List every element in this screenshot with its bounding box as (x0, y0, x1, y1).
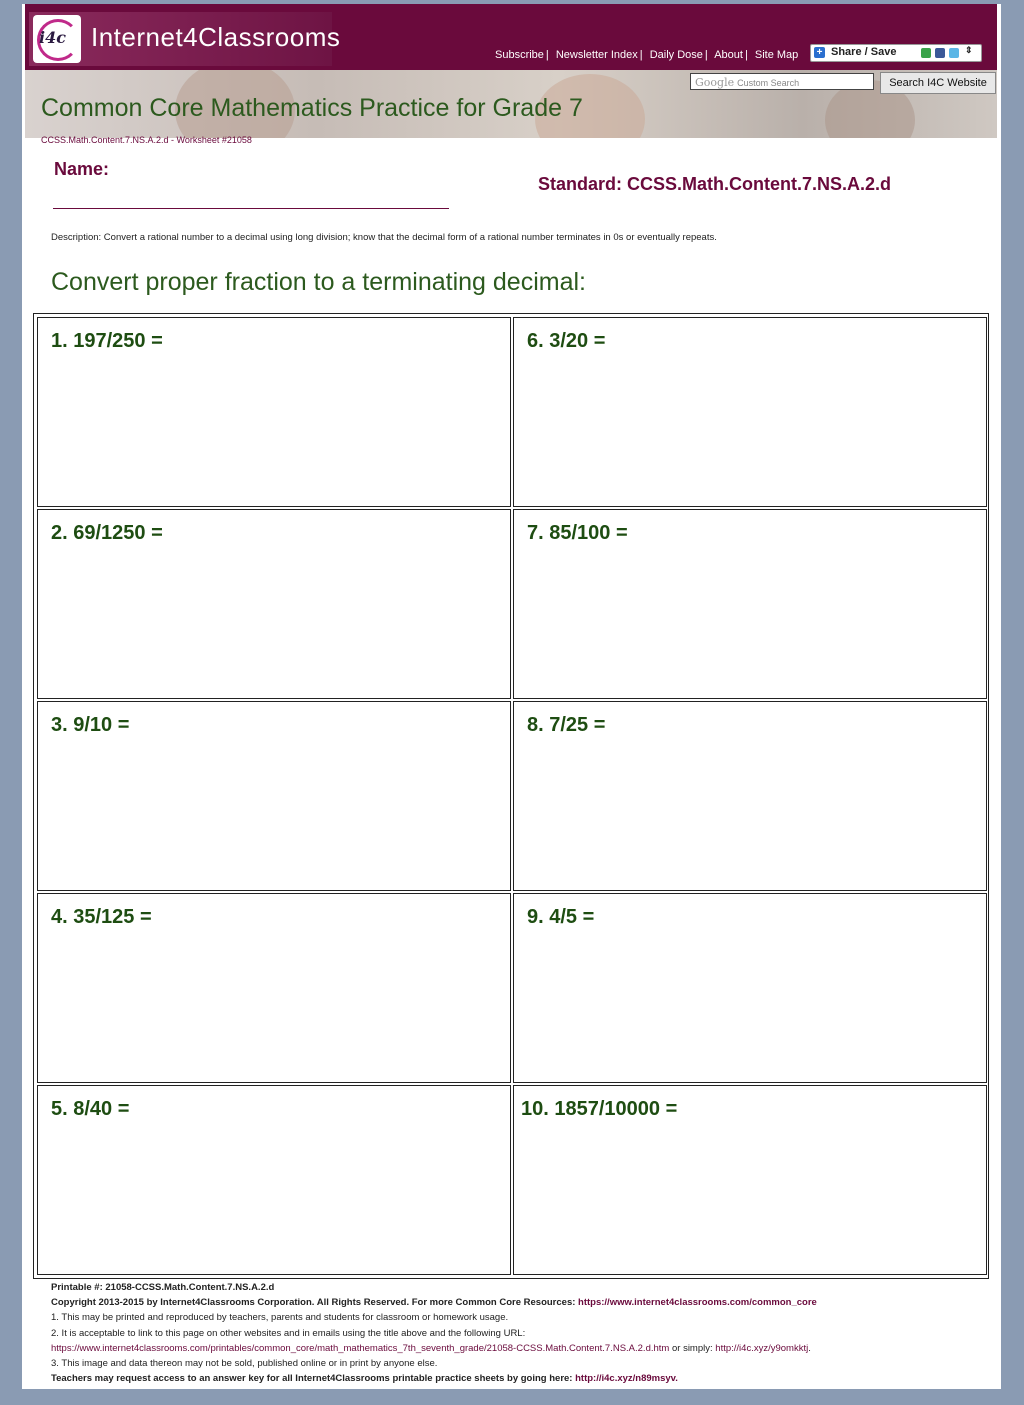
search-input[interactable]: Google Custom Search (690, 73, 874, 90)
nav-subscribe[interactable]: Subscribe (495, 49, 544, 61)
url-line: https://www.internet4classrooms.com/printables/common_core/math_mathematics_7th_seventh_grade/21058-CCSS.Math.Content.7.NS.A.2.d.htm or simply: http://i4c.xyz/y9omkktj. (51, 1342, 811, 1354)
worksheet-url-link[interactable]: https://www.internet4classrooms.com/printables/common_core/math_mathematics_7th_seventh_grade/21058-CCSS.Math.Content.7.NS.A.2.d.htm (51, 1342, 670, 1354)
google-logo: Google (695, 76, 735, 89)
name-label: Name: (54, 159, 110, 179)
worksheet-page (22, 4, 1001, 1389)
site-header (25, 4, 997, 70)
facebook-icon (935, 48, 945, 58)
breadcrumb[interactable]: CCSS.Math.Content.7.NS.A.2.d - Worksheet #21058 (41, 135, 252, 145)
nav-newsletter-index[interactable]: Newsletter Index (555, 49, 638, 61)
question-cell: 8. 7/25 = (513, 701, 987, 891)
share-icon (921, 48, 931, 58)
nav-site-map[interactable]: Site Map (754, 49, 799, 61)
question-cell: 2. 69/1250 = (37, 509, 511, 699)
description: Description: Convert a rational number to a decimal using long division; know that the decimal form of a rational number terminates in 0s or eventually repeats. (51, 232, 717, 243)
question-cell: 9. 4/5 = (513, 893, 987, 1083)
question-grid (33, 313, 989, 1279)
search-button[interactable]: Search I4C Website (880, 72, 996, 94)
instruction-heading: Convert proper fraction to a terminating decimal: (51, 268, 586, 296)
share-save-button[interactable]: + Share / Save ⇕ (810, 44, 982, 62)
page-title: Common Core Mathematics Practice for Grade 7 (41, 94, 583, 122)
usage-note-1: 1. This may be printed and reproduced by teachers, parents and students for classroom or homework usage. (51, 1312, 509, 1324)
common-core-link[interactable]: https://www.internet4classrooms.com/common_core (578, 1297, 817, 1309)
logo-badge-icon: i4c (33, 15, 81, 63)
printable-number: Printable #: 21058-CCSS.Math.Content.7.NS.A.2.d (51, 1282, 275, 1293)
standard-label: Standard: CCSS.Math.Content.7.NS.A.2.d (538, 174, 892, 194)
answer-key-link[interactable]: http://i4c.xyz/n89msyv. (575, 1373, 678, 1385)
question-cell: 5. 8/40 = (37, 1085, 511, 1275)
copyright: Copyright 2013-2015 by Internet4Classrooms Corporation. All Rights Reserved. For more Common Core Resources: https://www.internet4classrooms.com/common_core (51, 1297, 817, 1309)
nav-daily-dose[interactable]: Daily Dose (649, 49, 703, 61)
answer-key-note: Teachers may request access to an answer key for all Internet4Classrooms printable practice sheets by going here: http://i4c.xyz/n89msyv. (51, 1373, 678, 1385)
nav-about[interactable]: About (714, 49, 743, 61)
footer (51, 1280, 991, 1386)
plus-icon: + (814, 47, 825, 58)
chevron-updown-icon: ⇕ (965, 45, 973, 55)
site-logo[interactable] (29, 12, 341, 66)
logo-text: Internet4Classrooms (91, 22, 341, 52)
question-cell: 10. 1857/10000 = (513, 1085, 987, 1275)
question-cell: 6. 3/20 = (513, 317, 987, 507)
question-cell: 7. 85/100 = (513, 509, 987, 699)
top-nav: Subscribe | Newsletter Index | Daily Dose | About | Site Map (495, 49, 799, 61)
usage-note-2: 2. It is acceptable to link to this page on other websites and in emails using the title above and the following URL: (51, 1327, 526, 1339)
short-url-link[interactable]: http://i4c.xyz/y9omkktj (715, 1342, 809, 1354)
question-cell: 1. 197/250 = (37, 317, 511, 507)
usage-note-3: 3. This image and data thereon may not be sold, published online or in print by anyone else. (51, 1358, 438, 1370)
question-cell: 4. 35/125 = (37, 893, 511, 1083)
twitter-icon (949, 48, 959, 58)
question-cell: 3. 9/10 = (37, 701, 511, 891)
name-line (53, 208, 449, 209)
